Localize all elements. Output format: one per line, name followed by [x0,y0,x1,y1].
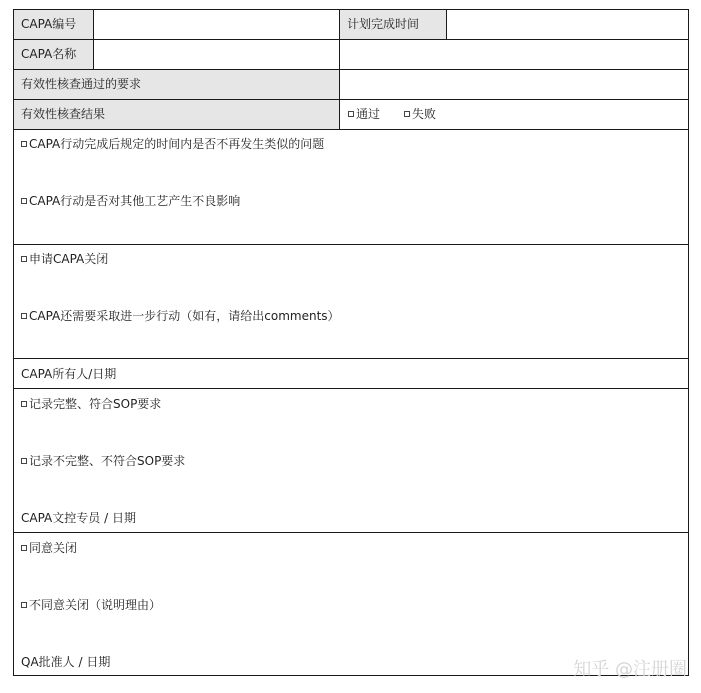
fail-option[interactable] [404,107,436,121]
checkbox-icon[interactable] [21,313,27,319]
grid-line [13,358,689,359]
apply-close-label: 申请CAPA关闭 [29,252,109,266]
effectiveness-req-label: 有效性核查通过的要求 [21,77,142,91]
checkbox-icon[interactable] [348,111,354,117]
planned-date-field[interactable] [447,10,688,39]
watermark: 知乎 @注册圈 [573,659,687,680]
grid-line [13,9,14,676]
doc-specialist-date-label: CAPA文控专员 / 日期 [21,511,136,525]
grid-line [13,99,689,100]
impact-check-label: CAPA行动是否对其他工艺产生不良影响 [29,194,241,208]
record-complete-label: 记录完整、符合SOP要求 [29,397,162,411]
checkbox-icon[interactable] [21,401,27,407]
capa-name-label: CAPA名称 [21,47,77,61]
agree-close-label: 同意关闭 [29,541,78,555]
record-complete-option[interactable] [21,397,161,411]
capa-no-label: CAPA编号 [21,17,77,31]
impact-check-option[interactable] [21,194,240,208]
capa-no-field[interactable] [94,10,338,39]
checkbox-icon[interactable] [21,458,27,464]
owner-date-label: CAPA所有人/日期 [21,367,117,381]
planned-date-label: 计划完成时间 [347,17,420,31]
apply-close-option[interactable] [21,252,108,266]
grid-line [339,9,340,129]
agree-close-option[interactable] [21,541,77,555]
disagree-close-option[interactable] [21,598,161,612]
capa-closure-form [13,9,689,676]
effectiveness-req-field[interactable] [340,70,688,99]
recurrence-check-option[interactable] [21,137,324,151]
recurrence-check-label: CAPA行动完成后规定的时间内是否不再发生类似的问题 [29,137,325,151]
capa-name-field[interactable] [94,40,688,69]
checkbox-icon[interactable] [404,111,410,117]
record-incomplete-label: 记录不完整、不符合SOP要求 [29,454,186,468]
checkbox-icon[interactable] [21,256,27,262]
pass-label: 通过 [356,107,381,121]
checkbox-icon[interactable] [21,198,27,204]
record-incomplete-option[interactable] [21,454,185,468]
grid-line [13,532,689,533]
checkbox-icon[interactable] [21,141,27,147]
effectiveness-result-label: 有效性核查结果 [21,107,106,121]
qa-approver-date-label: QA批准人 / 日期 [21,655,111,669]
grid-line [13,388,689,389]
checkbox-icon[interactable] [21,602,27,608]
grid-line [13,244,689,245]
further-action-option[interactable] [21,309,340,323]
pass-option[interactable] [348,107,380,121]
disagree-close-label: 不同意关闭（说明理由） [29,598,162,612]
grid-line [13,129,689,130]
grid-line [688,9,689,676]
further-action-label: CAPA还需要采取进一步行动（如有，请给出comments） [29,309,340,323]
fail-label: 失败 [412,107,437,121]
checkbox-icon[interactable] [21,545,27,551]
